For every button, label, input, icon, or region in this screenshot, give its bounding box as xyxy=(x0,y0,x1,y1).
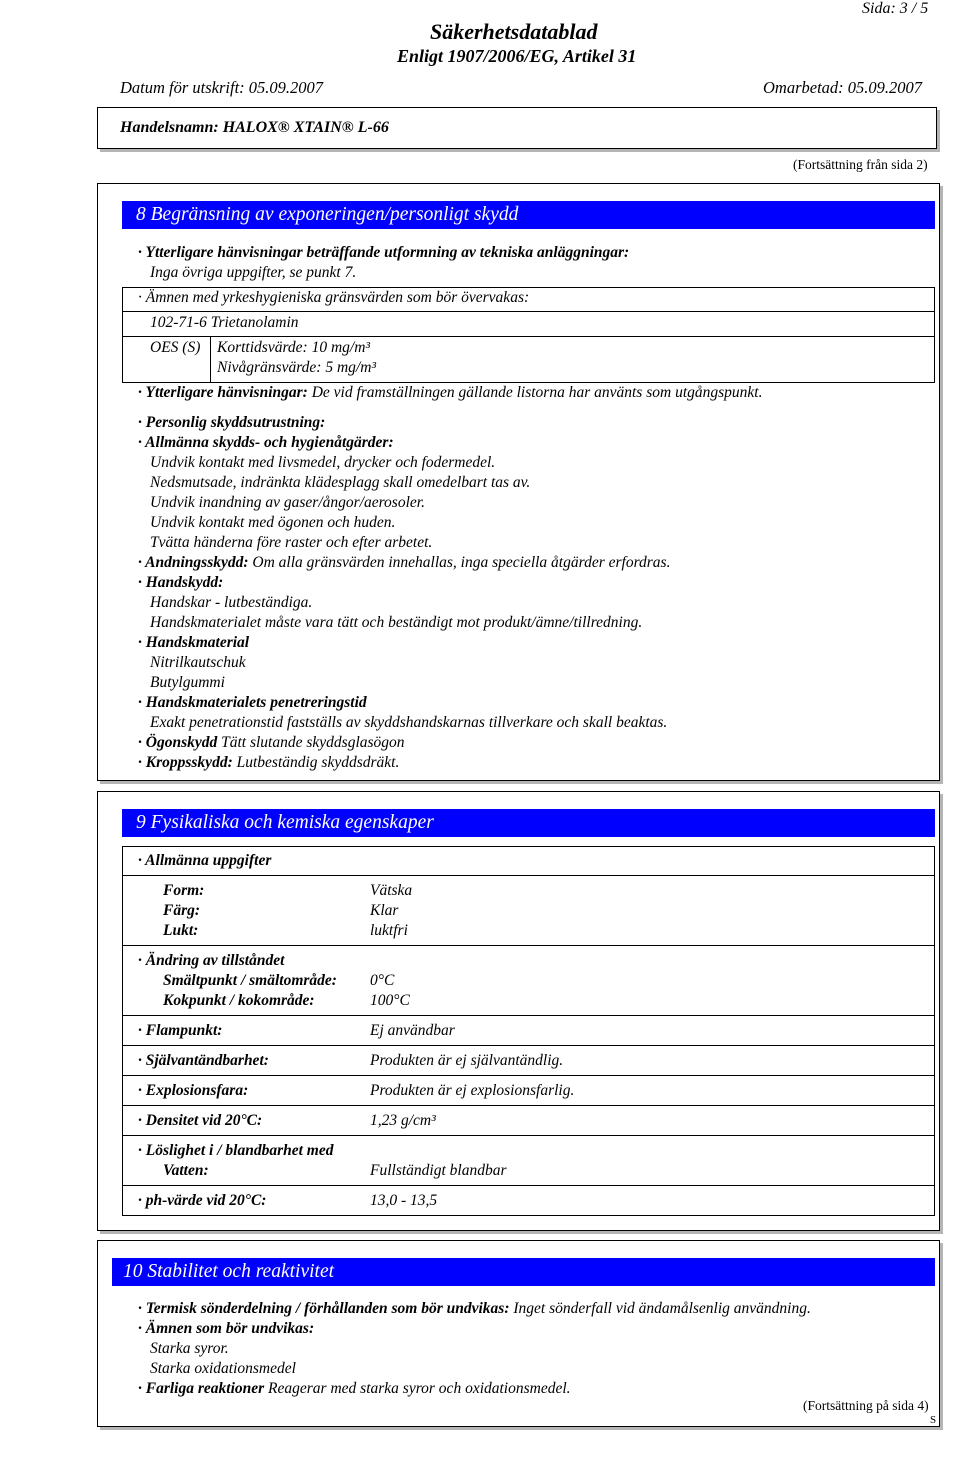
hygiene-line: Undvik inandning av gaser/ångor/aerosoler. xyxy=(150,494,425,511)
hand-line: Handskar - lutbeständiga. xyxy=(150,594,313,611)
ppe-label: · Personlig skyddsutrustning: xyxy=(138,414,326,431)
body-protection xyxy=(138,753,399,773)
penetration-label: · Handskmaterialets penetreringstid xyxy=(138,694,367,711)
material-line: Nitrilkautschuk xyxy=(150,654,246,671)
row-divider xyxy=(122,1075,935,1076)
hygiene-line: Undvik kontakt med livsmedel, drycker och fodermedel. xyxy=(150,454,496,471)
design-text: Inga övriga uppgifter, se punkt 7. xyxy=(150,264,357,281)
melt-value: 0°C xyxy=(370,972,395,989)
solubility-label: · Löslighet i / blandbarhet med xyxy=(138,1142,334,1159)
boil-label: Kokpunkt / kokområde: xyxy=(163,992,315,1009)
hand-label: · Handskydd: xyxy=(138,574,224,591)
hygiene-label: · Allmänna skydds- och hygienåtgärder: xyxy=(138,434,394,451)
ph-value: 13,0 - 13,5 xyxy=(370,1192,438,1209)
limits-divider xyxy=(122,311,935,312)
odor-value: luktfri xyxy=(370,922,408,939)
penetration-text: Exakt penetrationstid fastställs av skyddshandskarnas tillverkare och skall beaktas. xyxy=(150,714,668,731)
section-10-title: 10 Stabilitet och reaktivitet xyxy=(112,1258,935,1286)
continued-from: (Fortsättning från sida 2) xyxy=(793,157,928,172)
hygiene-line: Undvik kontakt med ögonen och huden. xyxy=(150,514,396,531)
short-term-value: Korttidsvärde: 10 mg/m³ xyxy=(217,339,371,356)
tradename-box xyxy=(97,107,937,149)
avoid-label: · Ämnen som bör undvikas: xyxy=(138,1320,315,1337)
ph-label: · ph-värde vid 20°C: xyxy=(138,1192,267,1209)
hygiene-line: Nedsmutsade, indränkta klädesplagg skall omedelbart tas av. xyxy=(150,474,531,491)
document-title: Säkerhetsdatablad xyxy=(430,19,598,44)
document-subtitle: Enligt 1907/2006/EG, Artikel 31 xyxy=(397,46,637,66)
row-divider xyxy=(122,1105,935,1106)
row-divider xyxy=(122,1185,935,1186)
hazardous-reactions xyxy=(138,1379,571,1399)
continued-to: (Fortsättning på sida 4) xyxy=(803,1398,929,1413)
substance: 102-71-6 Trietanolamin xyxy=(150,314,299,331)
boil-value: 100°C xyxy=(370,992,410,1009)
more-refs xyxy=(138,383,762,403)
respiratory-text: Om alla gränsvärden innehallas, inga speciella åtgärder erfordras. xyxy=(248,554,671,571)
water-value: Fullständigt blandbar xyxy=(370,1162,507,1179)
eye-label: · Ögonskydd xyxy=(138,734,218,751)
section-9-title: 9 Fysikaliska och kemiska egenskaper xyxy=(122,809,935,837)
material-label: · Handskmaterial xyxy=(138,634,250,651)
form-label: Form: xyxy=(163,882,205,899)
color-label: Färg: xyxy=(163,902,201,919)
row-divider xyxy=(122,1135,935,1136)
section-8-title: 8 Begränsning av exponeringen/personligt skydd xyxy=(122,201,935,229)
row-divider xyxy=(122,945,935,946)
body-text: Lutbeständig skyddsdräkt. xyxy=(232,754,400,771)
limits-divider xyxy=(122,336,935,337)
density-label: · Densitet vid 20°C: xyxy=(138,1112,263,1129)
level-value: Nivågränsvärde: 5 mg/m³ xyxy=(217,359,377,376)
explosion-value: Produkten är ej explosionsfarlig. xyxy=(370,1082,575,1099)
corner-mark: S xyxy=(930,1414,937,1426)
flash-label: · Flampunkt: xyxy=(138,1022,223,1039)
eye-protection xyxy=(138,733,405,753)
density-value: 1,23 g/cm³ xyxy=(370,1112,436,1129)
explosion-label: · Explosionsfara: xyxy=(138,1082,249,1099)
flash-value: Ej användbar xyxy=(370,1022,455,1039)
odor-label: Lukt: xyxy=(163,922,199,939)
melt-label: Smältpunkt / smältområde: xyxy=(163,972,337,989)
reactions-text: Reagerar med starka syror och oxidationsmedel. xyxy=(264,1380,571,1397)
revision-date: Omarbetad: 05.09.2007 xyxy=(763,78,923,97)
hygiene-line: Tvätta händerna före raster och efter arbetet. xyxy=(150,534,433,551)
reactions-label: · Farliga reaktioner xyxy=(138,1380,265,1397)
body-label: · Kroppsskydd: xyxy=(138,754,233,771)
color-value: Klar xyxy=(370,902,399,919)
material-line: Butylgummi xyxy=(150,674,225,691)
design-label: · Ytterligare hänvisningar beträffande utformning av tekniska anläggningar: xyxy=(138,244,630,261)
self-ignition-label: · Självantändbarhet: xyxy=(138,1052,269,1069)
water-label: Vatten: xyxy=(163,1162,209,1179)
more-refs-label: · Ytterligare hänvisningar: xyxy=(138,384,308,401)
row-divider xyxy=(122,1015,935,1016)
respiratory-label: · Andningsskydd: xyxy=(138,554,249,571)
eye-text: Tätt slutande skyddsglasögon xyxy=(217,734,405,751)
limits-col-divider xyxy=(210,336,211,383)
row-divider xyxy=(122,1045,935,1046)
state-label: · Ändring av tillståndet xyxy=(138,952,285,969)
more-refs-text: De vid framställningen gällande listorna har använts som utgångspunkt. xyxy=(307,384,763,401)
tradename: Handelsnamn: HALOX® XTAIN® L-66 xyxy=(120,119,389,136)
oes-label: OES (S) xyxy=(150,339,201,356)
respiratory xyxy=(138,553,670,573)
decomposition xyxy=(138,1299,811,1319)
general-label: · Allmänna uppgifter xyxy=(138,852,272,869)
print-date: Datum för utskrift: 05.09.2007 xyxy=(120,78,324,97)
hand-line: Handskmaterialet måste vara tätt och beständigt mot produkt/ämne/tillredning. xyxy=(150,614,643,631)
decomposition-text: Inget sönderfall vid ändamålsenlig användning. xyxy=(509,1300,811,1317)
self-ignition-value: Produkten är ej självantändlig. xyxy=(370,1052,564,1069)
page-number: Sida: 3 / 5 xyxy=(862,0,929,17)
form-value: Vätska xyxy=(370,882,413,899)
decomposition-label: · Termisk sönderdelning / förhållanden som bör undvikas: xyxy=(138,1300,510,1317)
avoid-line: Starka syror. xyxy=(150,1340,229,1357)
row-divider xyxy=(122,875,935,876)
limits-label: · Ämnen med yrkeshygieniska gränsvärden som bör övervakas: xyxy=(138,289,530,306)
avoid-line: Starka oxidationsmedel xyxy=(150,1360,296,1377)
